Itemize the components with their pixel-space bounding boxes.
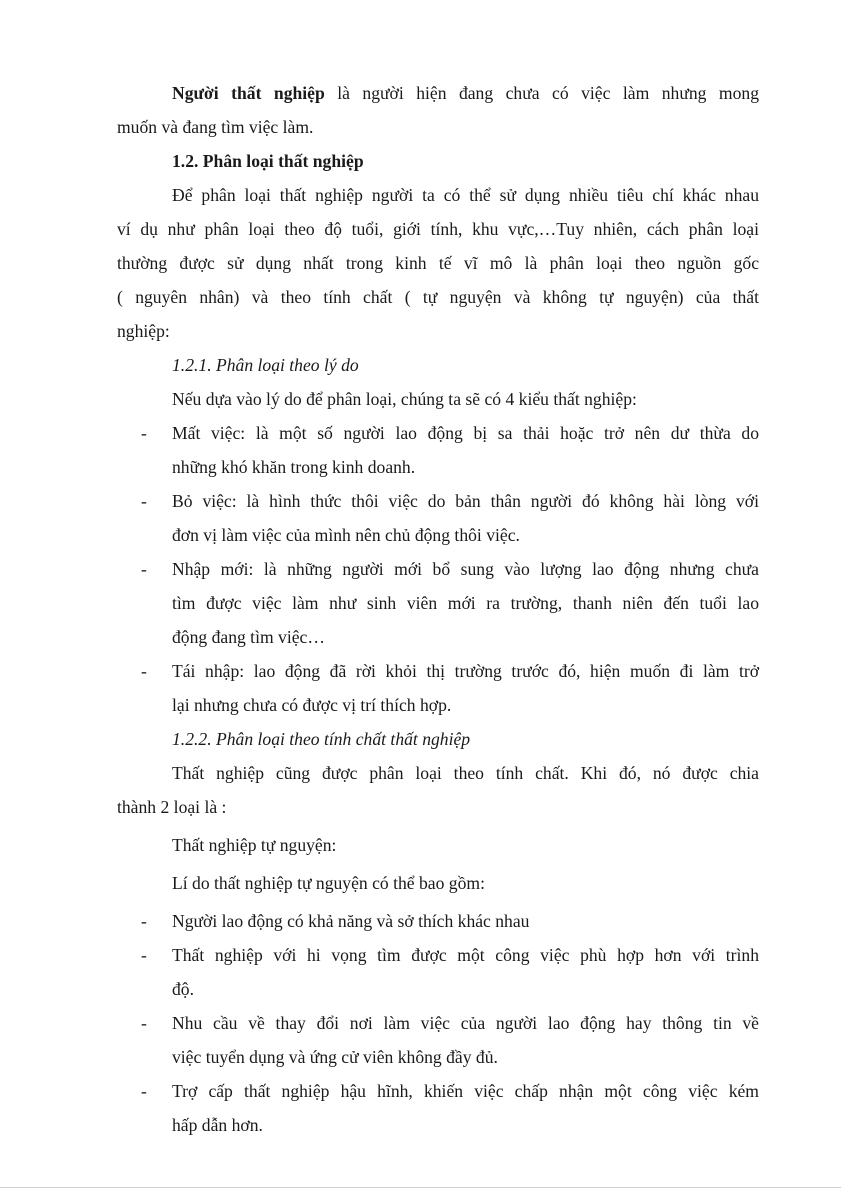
paragraph-line: nghiệp: <box>117 321 170 341</box>
list-bullet: - <box>141 945 147 965</box>
list-item-line: tìm được việc làm như sinh viên mới ra trường, thanh niên đến tuổi lao <box>172 593 759 613</box>
list-bullet: - <box>141 559 147 579</box>
list-item-line: hấp dẫn hơn. <box>172 1115 263 1135</box>
page-bottom-rule <box>0 1187 841 1188</box>
list-bullet: - <box>141 661 147 681</box>
list-item-line: Thất nghiệp với hi vọng tìm được một công việc phù hợp hơn với trình <box>172 945 759 965</box>
list-item-line: Mất việc: là một số người lao động bị sa thải hoặc trở nên dư thừa do <box>172 423 759 443</box>
list-item-line: Bỏ việc: là hình thức thôi việc do bản thân người đó không hài lòng với <box>172 491 759 511</box>
list-item-line: những khó khăn trong kinh doanh. <box>172 457 416 477</box>
list-item-line: Trợ cấp thất nghiệp hậu hĩnh, khiến việc chấp nhận một công việc kém <box>172 1081 759 1101</box>
list-bullet: - <box>141 491 147 511</box>
paragraph-line: thành 2 loại là : <box>117 797 227 817</box>
subsection-heading: 1.2.1. Phân loại theo lý do <box>172 355 359 375</box>
subsection-heading: 1.2.2. Phân loại theo tính chất thất nghiệp <box>172 729 471 749</box>
paragraph-line: ví dụ như phân loại theo độ tuổi, giới tính, khu vực,…Tuy nhiên, cách phân loại <box>117 219 759 239</box>
term-bold: Người thất nghiệp <box>172 83 325 103</box>
list-item-line: Nhu cầu về thay đổi nơi làm việc của người lao động hay thông tin về <box>172 1013 759 1033</box>
list-bullet: - <box>141 1013 147 1033</box>
section-heading: 1.2. Phân loại thất nghiệp <box>172 151 364 171</box>
paragraph-line: thường được sử dụng nhất trong kinh tế vĩ mô là phân loại theo nguồn gốc <box>117 253 759 273</box>
list-item-line: Nhập mới: là những người mới bổ sung vào lượng lao động nhưng chưa <box>172 559 759 579</box>
paragraph-line: Nếu dựa vào lý do để phân loại, chúng ta sẽ có 4 kiểu thất nghiệp: <box>172 389 637 409</box>
paragraph-line <box>172 76 759 110</box>
list-bullet: - <box>141 423 147 443</box>
list-item-line: Tái nhập: lao động đã rời khỏi thị trường trước đó, hiện muốn đi làm trở <box>172 661 759 681</box>
paragraph-line: Để phân loại thất nghiệp người ta có thể sử dụng nhiều tiêu chí khác nhau <box>172 185 759 205</box>
list-bullet: - <box>141 911 147 931</box>
paragraph-line: ( nguyên nhân) và theo tính chất ( tự nguyện và không tự nguyện) của thất <box>117 287 759 307</box>
list-item-line: động đang tìm việc… <box>172 627 325 647</box>
paragraph-text: là người hiện đang chưa có việc làm nhưng mong <box>324 83 759 103</box>
list-item-line: lại nhưng chưa có được vị trí thích hợp. <box>172 695 452 715</box>
list-item-line: độ. <box>172 979 194 999</box>
list-item-line: việc tuyển dụng và ứng cử viên không đầy đủ. <box>172 1047 498 1067</box>
paragraph-line: Lí do thất nghiệp tự nguyện có thể bao gồm: <box>172 873 485 893</box>
list-item-line: đơn vị làm việc của mình nên chủ động thôi việc. <box>172 525 520 545</box>
paragraph-line: Thất nghiệp cũng được phân loại theo tính chất. Khi đó, nó được chia <box>172 763 759 783</box>
paragraph-line: Thất nghiệp tự nguyện: <box>172 835 337 855</box>
list-item-line: Người lao động có khả năng và sở thích khác nhau <box>172 911 530 931</box>
list-bullet: - <box>141 1081 147 1101</box>
paragraph-line: muốn và đang tìm việc làm. <box>117 117 314 137</box>
